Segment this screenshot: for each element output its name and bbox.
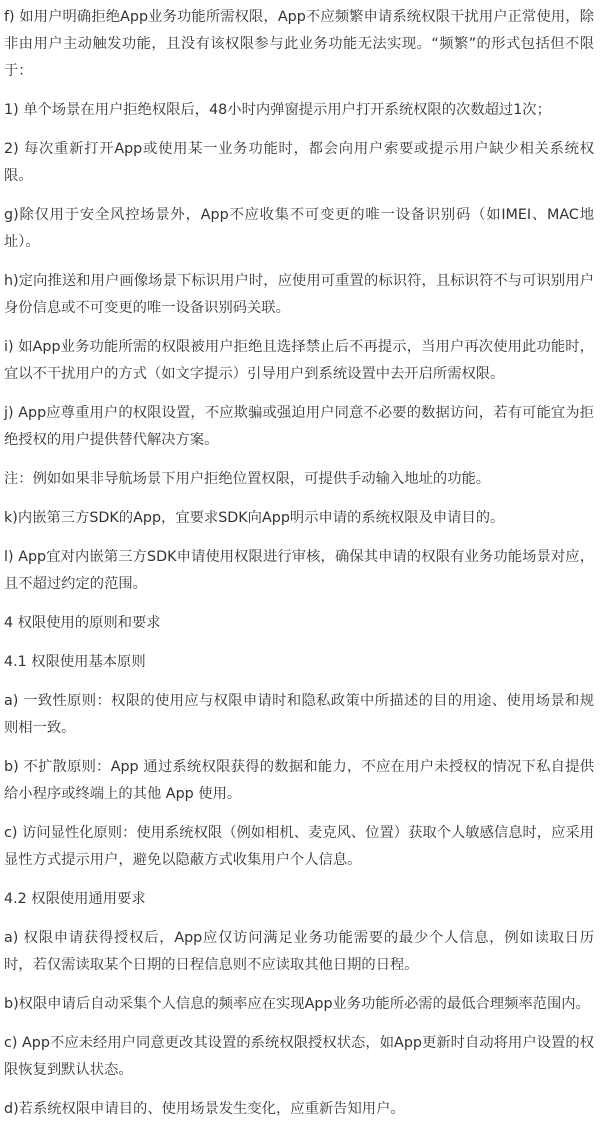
paragraph-4-1-c: c) 访问显性化原则：使用系统权限（例如相机、麦克风、位置）获取个人敏感信息时，应采用显性方式提示用户，避免以隐蔽方式收集用户个人信息。 [4,825,594,868]
article-body [4,0,594,1135]
paragraph-f-1: 1) 单个场景在用户拒绝权限后，48小时内弹窗提示用户打开系统权限的次数超过1次； [4,102,551,118]
paragraph-4-1-b: b) 不扩散原则：App 通过系统权限获得的数据和能力，不应在用户未授权的情况下私自提供给小程序或终端上的其他 App 使用。 [4,759,594,802]
paragraph-note: 注：例如如果非导航场景下用户拒绝位置权限，可提供手动输入地址的功能。 [4,471,491,487]
paragraph-l: l) App宜对内嵌第三方SDK申请使用权限进行审核，确保其申请的权限有业务功能场景对应，且不超过约定的范围。 [4,549,594,592]
section-heading-4-2: 4.2 权限使用通用要求 [4,891,146,907]
section-heading-4: 4 权限使用的原则和要求 [4,615,161,631]
paragraph-g: g)除仅用于安全风控场景外，App不应收集不可变更的唯一设备识别码（如IMEI、MAC地址）。 [4,207,594,250]
paragraph-4-1-a: a) 一致性原则：权限的使用应与权限申请时和隐私政策中所描述的目的用途、使用场景和规则相一致。 [4,693,594,736]
paragraph-4-2-c: c) App不应未经用户同意更改其设置的系统权限授权状态，如App更新时自动将用户设置的权限恢复到默认状态。 [4,1035,594,1078]
paragraph-j: j) App应尊重用户的权限设置，不应欺骗或强迫用户同意不必要的数据访问，若有可能宜为拒绝授权的用户提供替代解决方案。 [4,405,594,448]
paragraph-i: i) 如App业务功能所需的权限被用户拒绝且选择禁止后不再提示，当用户再次使用此功能时，宜以不干扰用户的方式（如文字提示）引导用户到系统设置中去开启所需权限。 [4,339,594,382]
paragraph-4-2-a: a) 权限申请获得授权后，App应仅访问满足业务功能需要的最少个人信息，例如读取日历时，若仅需读取某个日期的日程信息则不应读取其他日期的日程。 [4,930,594,973]
paragraph-4-2-d: d)若系统权限申请目的、使用场景发生变化，应重新告知用户。 [4,1101,405,1117]
paragraph-h: h)定向推送和用户画像场景下标识用户时，应使用可重置的标识符，且标识符不与可识别用户身份信息或不可变更的唯一设备识别码关联。 [4,273,594,316]
section-heading-4-1: 4.1 权限使用基本原则 [4,654,146,670]
paragraph-k: k)内嵌第三方SDK的App，宜要求SDK向App明示申请的系统权限及申请目的。 [4,510,505,526]
paragraph-f-2: 2) 每次重新打开App或使用某一业务功能时，都会向用户索要或提示用户缺少相关系统权限。 [4,141,594,184]
paragraph-4-2-b: b)权限申请后自动采集个人信息的频率应在实现App业务功能所必需的最低合理频率范围内。 [4,996,590,1012]
paragraph-f: f) 如用户明确拒绝App业务功能所需权限，App不应频繁申请系统权限干扰用户正常使用，除非由用户主动触发功能，且没有该权限参与此业务功能无法实现。“频繁”的形式包括但不限于： [4,9,594,79]
